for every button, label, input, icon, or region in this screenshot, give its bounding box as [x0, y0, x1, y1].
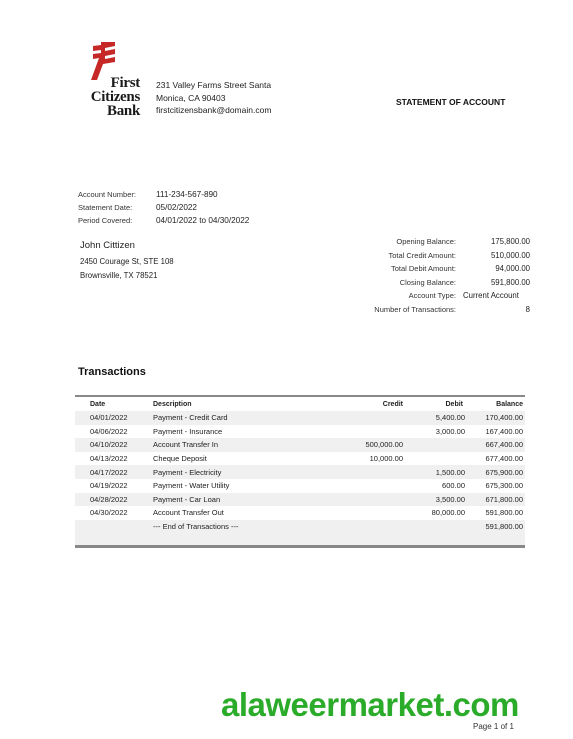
watermark: alaweermarket.com: [221, 686, 519, 723]
cell-balance: 591,800.00: [485, 508, 523, 518]
cell-balance: 167,400.00: [485, 426, 523, 436]
cell-description: Account Transfer In: [153, 440, 219, 450]
cell-date: 04/17/2022: [90, 467, 128, 477]
cell-date: 04/13/2022: [90, 454, 128, 464]
table-bottom-rule: [75, 545, 525, 548]
page-number: Page 1 of 1: [473, 722, 514, 731]
cell-balance: 675,300.00: [485, 481, 523, 491]
table-row: [75, 452, 525, 466]
table-row: [75, 493, 525, 507]
cell-balance: 675,900.00: [485, 467, 523, 477]
summary-label: Opening Balance:: [396, 237, 456, 246]
column-header-description: Description: [153, 400, 192, 408]
bank-logo: [68, 42, 146, 120]
cell-description: Payment - Electricity: [153, 467, 222, 477]
account-summary: [360, 235, 530, 316]
meta-label: Statement Date:: [78, 203, 133, 212]
table-row: [75, 438, 525, 452]
meta-label: Period Covered:: [78, 216, 133, 225]
summary-value: 8: [525, 304, 530, 314]
cell-description: Account Transfer Out: [153, 508, 224, 518]
statement-title: STATEMENT OF ACCOUNT: [396, 97, 506, 107]
table-row: [75, 411, 525, 425]
summary-total-credit: [360, 249, 530, 263]
transactions-body: [75, 411, 525, 520]
transactions-heading: Transactions: [78, 366, 146, 378]
customer-address-line2: Brownsville, TX 78521: [80, 270, 158, 280]
end-of-transactions-row: [75, 520, 525, 534]
cell-balance: 671,800.00: [485, 494, 523, 504]
summary-label: Total Debit Amount:: [390, 264, 456, 273]
meta-row-account-number: [78, 188, 249, 201]
summary-total-debit: [360, 262, 530, 276]
summary-value: Current Account: [463, 291, 519, 300]
summary-label: Total Credit Amount:: [388, 250, 456, 260]
cell-date: 04/10/2022: [90, 440, 128, 450]
meta-label: Account Number:: [78, 190, 136, 199]
cell-date: 04/19/2022: [90, 481, 128, 491]
cell-date: 04/30/2022: [90, 508, 128, 518]
column-header-date: Date: [90, 400, 106, 408]
cell-date: 04/28/2022: [90, 494, 128, 504]
summary-label: Closing Balance:: [399, 277, 456, 287]
cell-description: Payment - Car Loan: [153, 494, 221, 504]
table-row: [75, 425, 525, 439]
column-header-credit: Credit: [382, 400, 403, 408]
summary-value: 175,800.00: [490, 237, 530, 246]
logo-line-3: Bank: [107, 103, 140, 119]
account-meta: [78, 188, 249, 227]
cell-balance: 677,400.00: [485, 454, 523, 464]
table-row: [75, 465, 525, 479]
table-header-row: [75, 397, 525, 411]
summary-label: Number of Transactions:: [374, 304, 456, 314]
customer-block: [80, 240, 174, 282]
summary-value: 94,000.00: [495, 264, 530, 273]
transactions-table: [75, 395, 525, 548]
cell-description: Payment - Insurance: [153, 426, 223, 436]
summary-closing-balance: [360, 276, 530, 290]
meta-row-statement-date: [78, 201, 249, 214]
meta-value: 111-234-567-890: [156, 190, 218, 199]
column-header-debit: Debit: [445, 400, 463, 408]
cell-debit: 5,400.00: [435, 413, 465, 423]
summary-account-type: [360, 289, 530, 303]
logo-line-2: Citizens: [90, 89, 140, 105]
cell-debit: 3,500.00: [435, 494, 465, 504]
cell-date: 04/06/2022: [90, 426, 128, 436]
bank-address-line2: Monica, CA 90403: [156, 92, 226, 103]
cell-date: 04/01/2022: [90, 413, 128, 423]
customer-address-line1: 2450 Courage St, STE 108: [80, 257, 174, 266]
cell-balance: 667,400.00: [485, 440, 523, 450]
bank-address: [156, 79, 286, 117]
cell-debit: 3,000.00: [435, 426, 465, 436]
table-spacer: [75, 533, 525, 545]
cell-debit: 600.00: [442, 481, 465, 491]
cell-description: Payment - Water Utility: [153, 481, 230, 491]
cell-debit: 1,500.00: [435, 467, 465, 477]
summary-label: Account Type:: [408, 291, 456, 300]
end-row-balance: 591,800.00: [485, 522, 523, 532]
column-header-balance: Balance: [496, 400, 523, 408]
cell-balance: 170,400.00: [485, 413, 523, 423]
customer-name: John Cittizen: [80, 240, 135, 251]
bank-logo-text: [68, 76, 140, 118]
cell-debit: 80,000.00: [431, 508, 465, 518]
cell-description: Cheque Deposit: [153, 454, 207, 464]
summary-value: 510,000.00: [490, 250, 530, 260]
table-row: [75, 506, 525, 520]
meta-value: 05/02/2022: [156, 203, 197, 212]
bank-email: firstcitizensbank@domain.com: [156, 105, 272, 115]
cell-credit: 500,000.00: [365, 440, 403, 450]
summary-opening-balance: [360, 235, 530, 249]
cell-description: Payment - Credit Card: [153, 413, 228, 423]
meta-value: 04/01/2022 to 04/30/2022: [156, 216, 250, 225]
cell-credit: 10,000.00: [369, 454, 403, 464]
meta-row-period-covered: [78, 214, 249, 227]
logo-line-1: First: [110, 75, 140, 91]
table-row: [75, 479, 525, 493]
bank-address-line1: 231 Valley Farms Street Santa: [156, 80, 272, 90]
summary-number-of-transactions: [360, 303, 530, 317]
summary-value: 591,800.00: [490, 277, 530, 287]
end-of-transactions-label: --- End of Transactions ---: [153, 522, 239, 532]
